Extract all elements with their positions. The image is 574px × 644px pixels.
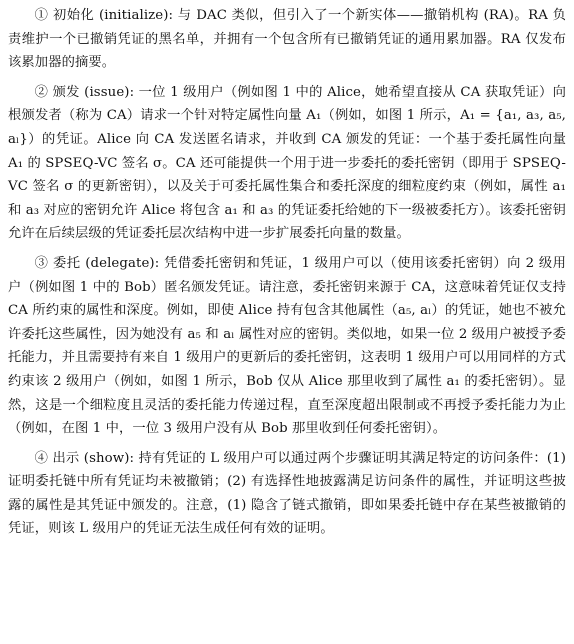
paragraph-initialize: ① 初始化 (initialize): 与 DAC 类似，但引入了一个新实体——撤销机构 (RA)。RA 负责维护一个已撤销凭证的黑名单，并拥有一个包含所有已撤销凭证的通用累加器。RA 仅发布该累加器的摘要。 — [8, 8, 566, 71]
paragraph-delegate: ③ 委托 (delegate): 凭借委托密钥和凭证，1 级用户可以（使用该委托密钥）向 2 级用户（例如图 1 中的 Bob）匿名颁发凭证。请注意，委托密钥来源于 CA，这意味着凭证仅支持 CA 所约束的属性和深度。例如，即使 Alice 持有包含其他属性（a₅, aₗ）的凭证，她也不被允许委托这些属性，因为她没有 a₅ 和 aₗ 属性对应的密钥。类似地，如果一位 2 级用户被授予委托能力，并且需要持有来自 1 级用户的更新后的委托密钥，这表明 1 级用户可以用同样的方式约束该 2 级用户（例如，如图 1 所示，Bob 仅从 Alice 那里收到了属性 a₁ 的委托密钥）。显然，这是一个细粒度且灵活的委托能力传递过程，直至深度超出限制或不再授予委托能力为止（例如，在图 1 中，一位 3 级用户没有从 Bob 那里收到任何委托密钥）。 — [8, 255, 566, 437]
paragraph-issue: ② 颁发 (issue): 一位 1 级用户（例如图 1 中的 Alice，她希望直接从 CA 获取凭证）向根颁发者（称为 CA）请求一个针对特定属性向量 A₁（例如，如图 1 所示，A₁ = {a₁, a₃, a₅, aₗ}）的凭证。Alice 向 CA 发送匿名请求，并收到 CA 颁发的凭证：一个基于委托属性向量 A₁ 的 SPSEQ-VC 签名 σ。CA 还可能提供一个用于进一步委托的委托密钥（即用于 SPSEQ-VC 签名 σ 的更新密钥），以及关于可委托属性集合和委托深度的细粒度约束（例如，属性 a₁ 和 a₃ 对应的密钥允许 Alice 将包含 a₁ 和 a₃ 的凭证委托给她的下一级被委托方）。该委托密钥允许在后续层级的凭证委托层次结构中进一步扩展委托向量的数量。 — [8, 84, 566, 242]
paragraph-show: ④ 出示 (show): 持有凭证的 L 级用户可以通过两个步骤证明其满足特定的访问条件：(1) 证明委托链中所有凭证均未被撤销；(2) 有选择性地披露满足访问条件的属性，并证明这些披露的属性是其凭证中颁发的。注意，(1) 隐含了链式撤销，即如果委托链中存在某些被撤销的凭证，则该 L 级用户的凭证无法生成任何有效的证明。 — [8, 450, 566, 537]
